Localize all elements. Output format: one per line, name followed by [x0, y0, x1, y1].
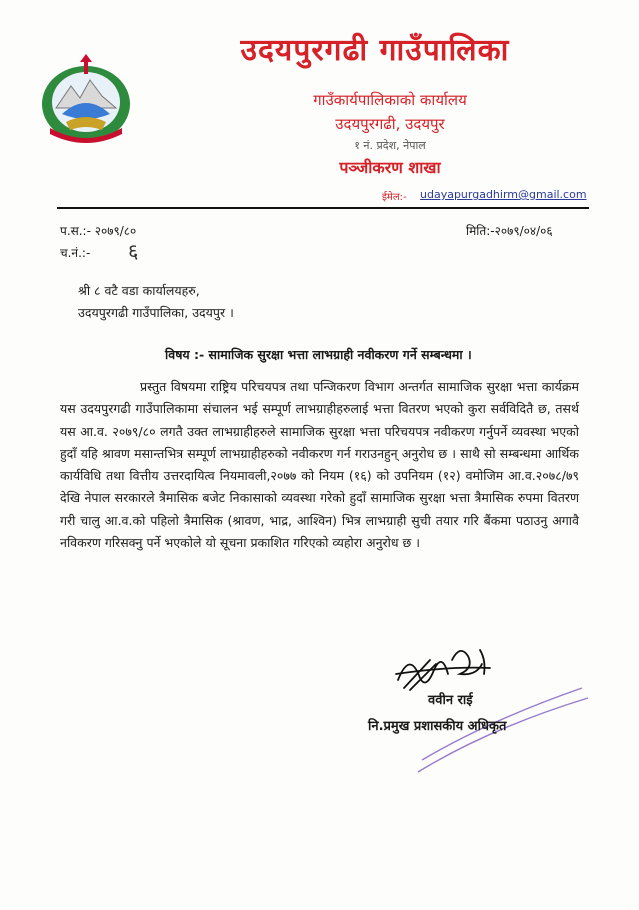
office-location: उदयपुरगढी, उदयपुर — [335, 115, 445, 133]
addressee-line-2: उदयपुरगढी गाउँपालिका, उदयपुर । — [78, 305, 234, 320]
handwritten-signature — [390, 630, 500, 696]
email-label: ईमेल:- — [382, 192, 407, 203]
letter-date: मिति:-२०७९/०४/०६ — [466, 224, 553, 238]
nepal-emblem-logo — [36, 52, 136, 144]
letter-subject: विषय :- सामाजिक सुरक्षा भत्ता लाभग्राही नवीकरण गर्ने सम्बन्धमा । — [165, 347, 472, 362]
dispatch-number-label: च.नं.:- — [60, 246, 91, 260]
letter-body: प्रस्तुत विषयमा राष्ट्रिय परिचयपत्र तथा पन्जिकरण विभाग अन्तर्गत सामाजिक सुरक्षा भत्ता कार्यक्रम यस उदयपुरगढी गाउँपालिकामा संचालन भई सम्पूर्ण लाभग्राहीहरुलाई भत्ता वितरण भएको कुरा सर्वविदितै छ, तसर्थ यस आ.व. २०७९/८० लगतै उक्त लाभग्राहीहरुले सामाजिक सुरक्षा भत्ता परिचयपत्र नवीकरण गर्नुपर्ने व्यवस्था भएको हुदाँ यहि श्रावण मसान्तभित्र सम्पूर्ण लाभग्राहीहरुको नवीकरण गर्न गराउनहुन् अनुरोध छ । साथै सो सम्बन्धमा आर्थिक कार्यविधि तथा वित्तीय उत्तरदायित्व नियमावली,२०७७ को नियम (१६) को उपनियम (१२) वमोजिम आ.व.२०७८/७९ देखि नेपाल सरकारले त्रैमासिक बजेट निकासाको व्यवस्था गरेको हुदाँ सामाजिक सुरक्षा भत्ता त्रैमासिक रुपमा वितरण गरी चालु आ.व.को पहिलो त्रैमासिक (श्रावण, भाद्र, आश्विन) भित्र लाभग्राही सुची तयार गरि बैंकमा पठाउनु अगावै नविकरण गरिसक्नु पर्ने भएकोले यो सूचना प्रकाशित गरिएको व्यहोरा अनुरोध छ । — [60, 379, 579, 551]
reference-number: प.स.:- २०७९/८० — [60, 224, 137, 238]
municipality-title: उदयपुरगढी गाउँपालिका — [240, 33, 510, 68]
addressee-line-1: श्री ८ वटै वडा कार्यालयहरु, — [78, 283, 200, 298]
office-name: गाउँकार्यपालिकाको कार्यालय — [313, 91, 467, 109]
signatory-name: ववीन राई — [428, 693, 473, 708]
dispatch-number-handwritten: ६ — [128, 239, 139, 263]
signatory-title: नि.प्रमुख प्रशासकीय अधिकृत — [368, 719, 507, 734]
header-divider — [57, 207, 589, 209]
province-line: १ नं. प्रदेश, नेपाल — [354, 139, 426, 152]
section-name: पञ्जीकरण शाखा — [339, 158, 441, 177]
email-link[interactable]: udayapurgadhirm@gmail.com — [420, 188, 587, 201]
